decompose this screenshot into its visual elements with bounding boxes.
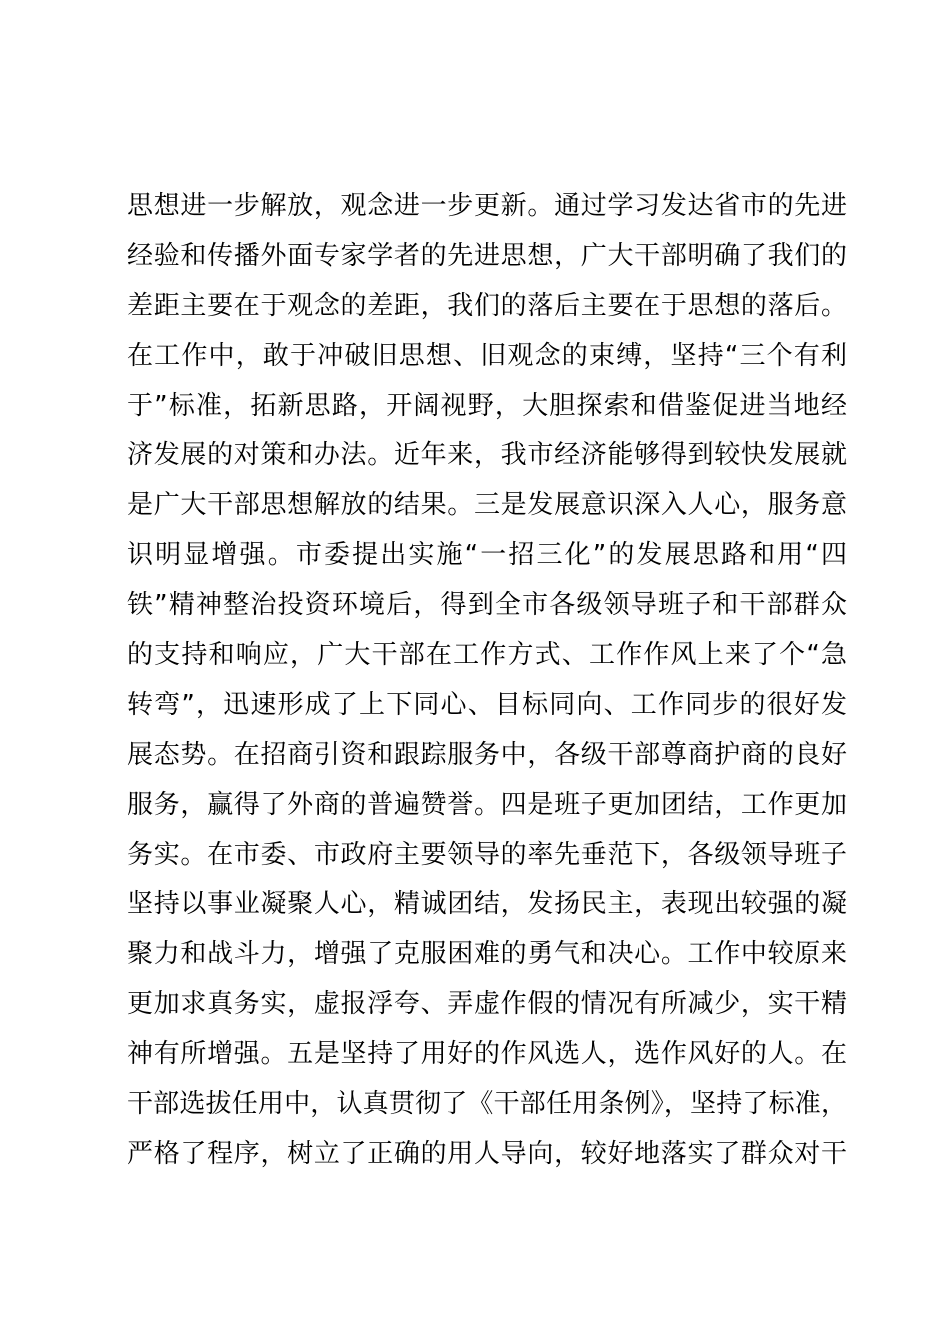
text-line: 务实。在市委、市政府主要领导的率先垂范下，各级领导班子 (127, 839, 847, 870)
text-line: 转弯”，迅速形成了上下同心、目标同向、工作同步的很好发 (127, 689, 847, 720)
text-line: 更加求真务实，虚报浮夸、弄虚作假的情况有所减少，实干精 (127, 989, 847, 1020)
text-line: 在工作中，敢于冲破旧思想、旧观念的束缚，坚持“三个有利 (127, 340, 847, 371)
text-line: 神有所增强。五是坚持了用好的作风选人，选作风好的人。在 (127, 1039, 847, 1070)
text-line: 严格了程序，树立了正确的用人导向，较好地落实了群众对干 (127, 1138, 847, 1169)
text-line: 的支持和响应，广大干部在工作方式、工作作风上来了个“急 (127, 640, 847, 671)
text-line: 是广大干部思想解放的结果。三是发展意识深入人心，服务意 (127, 490, 847, 521)
text-line: 聚力和战斗力，增强了克服困难的勇气和决心。工作中较原来 (127, 939, 847, 970)
text-line: 坚持以事业凝聚人心，精诚团结，发扬民主，表现出较强的凝 (127, 889, 847, 920)
text-line: 识明显增强。市委提出实施“一招三化”的发展思路和用“四 (127, 540, 847, 571)
text-line: 展态势。在招商引资和跟踪服务中，各级干部尊商护商的良好 (127, 739, 847, 770)
text-line: 差距主要在于观念的差距，我们的落后主要在于思想的落后。 (127, 290, 847, 321)
text-line: 服务，赢得了外商的普遍赞誉。四是班子更加团结，工作更加 (127, 789, 847, 820)
text-line: 铁”精神整治投资环境后，得到全市各级领导班子和干部群众 (127, 590, 847, 621)
text-line: 经验和传播外面专家学者的先进思想，广大干部明确了我们的 (127, 240, 847, 271)
text-line: 济发展的对策和办法。近年来，我市经济能够得到较快发展就 (127, 440, 847, 471)
body-text (127, 182, 847, 1180)
text-line: 干部选拔任用中，认真贯彻了《干部任用条例》，坚持了标准， (127, 1089, 847, 1120)
text-line: 于”标准，拓新思路，开阔视野，大胆探索和借鉴促进当地经 (127, 390, 847, 421)
text-line: 思想进一步解放，观念进一步更新。通过学习发达省市的先进 (127, 191, 847, 221)
